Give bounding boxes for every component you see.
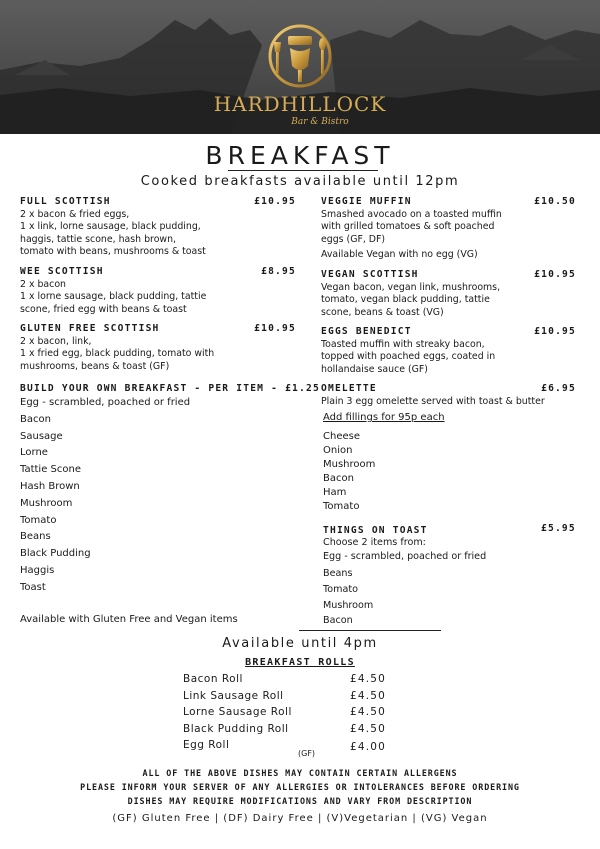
- item-description: Toasted muffin with streaky bacon, topped with poached eggs, coated in hollandaise sauce (GF): [321, 338, 496, 375]
- item-description: Plain 3 egg omelette served with toast & butter: [321, 395, 545, 407]
- brand-subtitle: Bar & Bistro: [291, 117, 349, 127]
- brand-name: HARDHILLOCK: [213, 92, 387, 116]
- item-name: GLUTEN FREE SCOTTISH: [20, 323, 160, 334]
- allergen-notice-1: ALL OF THE ABOVE DISHES MAY CONTAIN CERTAIN ALLERGENS: [142, 768, 458, 778]
- list-item: Egg - scrambled, poached or fried: [20, 397, 191, 408]
- list-item: Tomato: [323, 584, 358, 595]
- build-your-own-note: Available with Gluten Free and Vegan items: [20, 614, 238, 625]
- item-price: £10.95: [254, 323, 296, 334]
- roll-name: Egg Roll: [183, 739, 230, 751]
- item-price: £10.50: [534, 196, 576, 207]
- logo: [0, 22, 600, 96]
- list-item: Tomato: [20, 515, 57, 526]
- item-price: £8.95: [261, 266, 296, 277]
- list-item: Haggis: [20, 565, 55, 576]
- list-item: Toast: [20, 582, 46, 593]
- list-item: Lorne: [20, 447, 48, 458]
- roll-price: £4.50: [350, 690, 387, 702]
- roll-price: £4.50: [350, 723, 387, 735]
- roll-name: Black Pudding Roll: [183, 723, 289, 735]
- item-name: FULL SCOTTISH: [20, 196, 111, 207]
- item-price: £10.95: [534, 269, 576, 280]
- item-price: £6.95: [541, 383, 576, 394]
- fillings-label: Add fillings for 95p each: [323, 412, 445, 423]
- roll-name: Bacon Roll: [183, 673, 243, 685]
- list-item: Beans: [323, 568, 353, 579]
- list-item: Onion: [323, 445, 353, 456]
- list-item: Beans: [20, 531, 51, 542]
- roll-price: £4.50: [350, 706, 387, 718]
- menu-item: [20, 323, 296, 373]
- list-item: Mushroom: [323, 600, 374, 611]
- menu-item: [20, 196, 296, 259]
- list-item: Cheese: [323, 431, 360, 442]
- item-price: £10.95: [254, 196, 296, 207]
- menu-item: [321, 196, 576, 262]
- allergen-notice-3: DISHES MAY REQUIRE MODIFICATIONS AND VARY FROM DESCRIPTION: [127, 796, 473, 806]
- dietary-key: (GF) Gluten Free | (DF) Dairy Free | (V)Vegetarian | (VG) Vegan: [112, 813, 488, 824]
- toast-intro: Choose 2 items from:: [323, 537, 426, 548]
- list-item: Tomato: [323, 501, 360, 512]
- item-description: Smashed avocado on a toasted muffin with grilled tomatoes & soft poached eggs (GF, DF) Available Vegan with no egg (VG): [321, 208, 502, 260]
- roll-price: £4.00: [350, 741, 387, 753]
- rolls-availability: Available until 4pm: [222, 636, 378, 651]
- item-name: OMELETTE: [321, 383, 377, 394]
- item-price: £10.95: [534, 326, 576, 337]
- header-banner: [0, 0, 600, 134]
- item-name: VEGGIE MUFFIN: [321, 196, 412, 207]
- list-item: Mushroom: [323, 459, 376, 470]
- build-your-own-heading: BUILD YOUR OWN BREAKFAST - PER ITEM - £1.25: [20, 383, 320, 394]
- roll-price: £4.50: [350, 673, 387, 685]
- item-name: WEE SCOTTISH: [20, 266, 104, 277]
- menu-item: [321, 269, 576, 319]
- logo-emblem-icon: [260, 22, 340, 92]
- allergen-notice-2: PLEASE INFORM YOUR SERVER OF ANY ALLERGIES OR INTOLERANCES BEFORE ORDERING: [80, 782, 520, 792]
- item-name: EGGS BENEDICT: [321, 326, 412, 337]
- list-item: Ham: [323, 487, 347, 498]
- page-title: BREAKFAST: [205, 141, 395, 170]
- list-item: Egg - scrambled, poached or fried: [323, 551, 487, 562]
- list-item: Mushroom: [20, 498, 73, 509]
- list-item: Bacon: [20, 414, 51, 425]
- item-name: VEGAN SCOTTISH: [321, 269, 419, 280]
- rolls-heading: BREAKFAST ROLLS: [245, 657, 355, 668]
- list-item: Bacon: [323, 615, 353, 626]
- item-description: 2 x bacon & fried eggs, 1 x link, lorne sausage, black pudding, haggis, tattie scone, hash brown, tomato with beans, mushrooms & toast: [20, 208, 206, 257]
- list-item: Black Pudding: [20, 548, 91, 559]
- list-item: Tattie Scone: [20, 464, 81, 475]
- roll-name: Lorne Sausage Roll: [183, 706, 292, 718]
- title-underline: [228, 170, 378, 171]
- list-item: Sausage: [20, 431, 63, 442]
- page-subtitle: Cooked breakfasts available until 12pm: [140, 174, 460, 189]
- menu-item-omelette: [321, 383, 576, 408]
- menu-item: [321, 326, 576, 376]
- item-description: 2 x bacon 1 x lorne sausage, black pudding, tattie scone, fried egg with beans & toast: [20, 278, 207, 315]
- egg-roll-tag: (GF): [298, 749, 316, 758]
- item-description: 2 x bacon, link, 1 x fried egg, black pudding, tomato with mushrooms, beans & toast (GF): [20, 335, 215, 372]
- list-item: Hash Brown: [20, 481, 80, 492]
- roll-name: Link Sausage Roll: [183, 690, 284, 702]
- item-description: Vegan bacon, vegan link, mushrooms, tomato, vegan black pudding, tattie scone, beans & toast (VG): [321, 281, 501, 318]
- list-item: Bacon: [323, 473, 354, 484]
- toast-heading: THINGS ON TOAST: [323, 525, 428, 536]
- section-divider: [299, 630, 441, 631]
- menu-item: [20, 266, 296, 316]
- toast-price: £5.95: [541, 523, 576, 534]
